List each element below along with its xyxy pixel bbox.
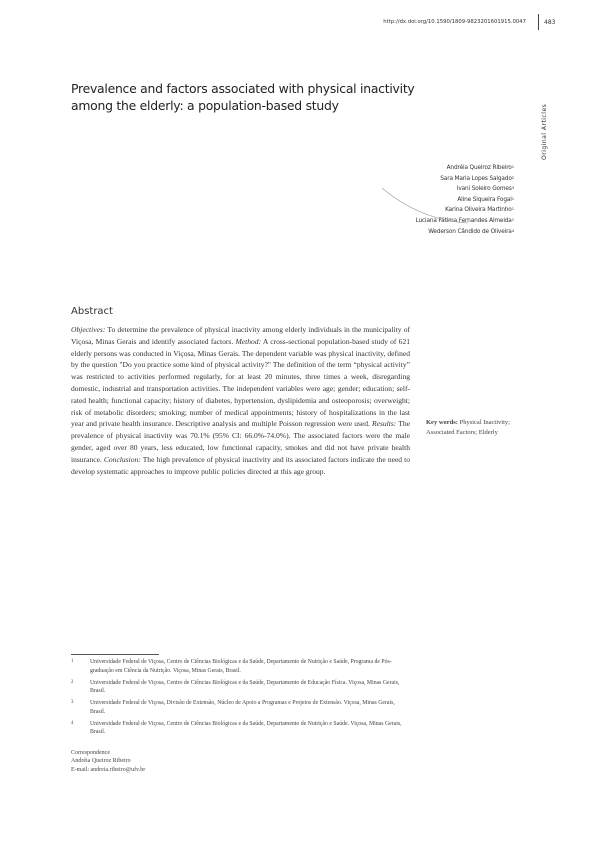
author-affiliation-marker: 3	[511, 185, 514, 191]
results-text: The prevalence of physical inactivity was 70.1% (95% CI: 66.0%-74.0%). The associated factors were the male gender, aged over 80 years, less educated, low functional capacity, smokes and did not have private health insurance.	[71, 419, 410, 464]
author-name: Andréia Queiroz Ribeiro	[446, 165, 512, 171]
author-name: Karina Oliveira Martinho	[445, 207, 512, 214]
author-name: Wederson Cândido de Oliveira	[428, 228, 512, 235]
author-affiliation-marker: 1	[511, 195, 514, 201]
footnote-number: 2	[71, 679, 74, 685]
method-label: Method:	[235, 336, 262, 346]
author-item	[330, 227, 514, 238]
footnote-number: 1	[71, 659, 74, 664]
author-name: Sara Maria Lopes Salgado	[440, 175, 512, 182]
correspondence-name: Andréia Queiroz Ribeiro	[71, 758, 131, 765]
author-name: Luciana Fátima Fernandes Almeida	[415, 217, 512, 224]
footnote-list	[71, 658, 409, 740]
objectives-text: To determine the prevalence of physical inactivity among elderly individuals in the municipality of Viçosa, Minas Gerais and identify associated factors.	[71, 325, 410, 346]
objectives-label: Objectives:	[71, 325, 106, 334]
conclusion-text: The high prevalence of physical inactivity and its associated factors indicate the need to develop systematic approaches to improve public policies directed at this age group.	[71, 454, 411, 476]
footnote-text: Universidade Federal de Viçosa, Divisão de Extensão, Núcleo de Apoio a Programas e Projetos de Extensão. Viçosa, Minas Gerais, Brasil.	[90, 700, 395, 715]
footnote-number: 4	[71, 720, 74, 726]
author-affiliation-marker: 4	[511, 227, 514, 233]
decorative-curve	[380, 186, 470, 226]
footnote-text: Universidade Federal de Viçosa, Centro de Ciências Biológicas e da Saúde, Departamento de Nutrição e Saúde, Programa de Pós-graduação em Ciência da Nutrição. Viçosa, Minas Gerais, Brasil.	[90, 659, 392, 674]
keywords-text: Physical Inactivity; Associated Factors; Elderly	[426, 419, 510, 437]
results-label: Results:	[372, 419, 397, 429]
footnote-item	[71, 679, 409, 696]
page-number: 483	[544, 19, 556, 26]
author-affiliation-marker: 2	[511, 174, 514, 180]
correspondence-block	[71, 749, 145, 774]
footnote-item	[71, 699, 409, 716]
author-item	[330, 163, 514, 174]
footnote-item	[71, 720, 409, 737]
article-title: Prevalence and factors associated with physical inactivity among the elderly: a population-based study	[71, 81, 415, 113]
conclusion-label: Conclusion:	[103, 454, 141, 464]
method-text: A cross-sectional population-based study of 621 elderly persons was conducted in Viçosa, Minas Gerais. The dependent variable was physical inactivity, defined by the question "Do you practice some kind of physical activity?" The definition of the term “physical activity” was restricted to activities performed regularly, for at least 20 minutes, three times a week, disregarding domestic, industrial and transportation activities. The independent variables were age; gender; education; self-rated health; functional capacity; history of diabetes, hypertension, dyslipidemia and osteoporosis; overweight; risk of metabolic disorders; smoking; number of medical appointments; history of hospitalizations in the last year and private health insurance. Descriptive analysis and multiple Poisson regression were used.	[71, 336, 410, 429]
doi-link[interactable]: http://dx.doi.org/10.1590/1809-9823201601915.0047	[383, 19, 526, 25]
footnote-divider	[71, 654, 159, 655]
footnote-text: Universidade Federal de Viçosa, Centro de Ciências Biológicas e da Saúde, Departamento de Educação Física. Viçosa, Minas Gerais, Brasil.	[90, 679, 400, 695]
author-name: Ivani Soleiro Gomes	[456, 186, 512, 193]
footnote-text: Universidade Federal de Viçosa, Centro de Ciências Biológicas e da Saúde, Departamento de Nutrição e Saúde. Viçosa, Minas Gerais, Brasil.	[90, 720, 402, 736]
author-name: Aline Siqueira Fogal	[457, 196, 512, 203]
footnote-item	[71, 658, 409, 675]
correspondence-email[interactable]: E-mail: andreia.ribeiro@ufv.br	[71, 766, 146, 773]
keywords-label: Key words:	[426, 419, 458, 426]
abstract-body	[71, 324, 410, 477]
author-affiliation-marker: 1	[511, 164, 514, 169]
author-affiliation-marker: 1	[511, 216, 514, 222]
correspondence-heading: Correspondence	[71, 750, 110, 756]
article-type-text: Original Articles	[541, 103, 548, 160]
author-item	[330, 174, 514, 185]
article-type-label	[541, 100, 551, 160]
footnote-number: 3	[71, 700, 74, 706]
header-divider	[538, 14, 539, 30]
author-affiliation-marker: 1	[511, 206, 514, 212]
abstract-heading: Abstract	[71, 306, 113, 317]
keywords	[426, 418, 526, 439]
decorative-curve-path	[382, 188, 468, 223]
